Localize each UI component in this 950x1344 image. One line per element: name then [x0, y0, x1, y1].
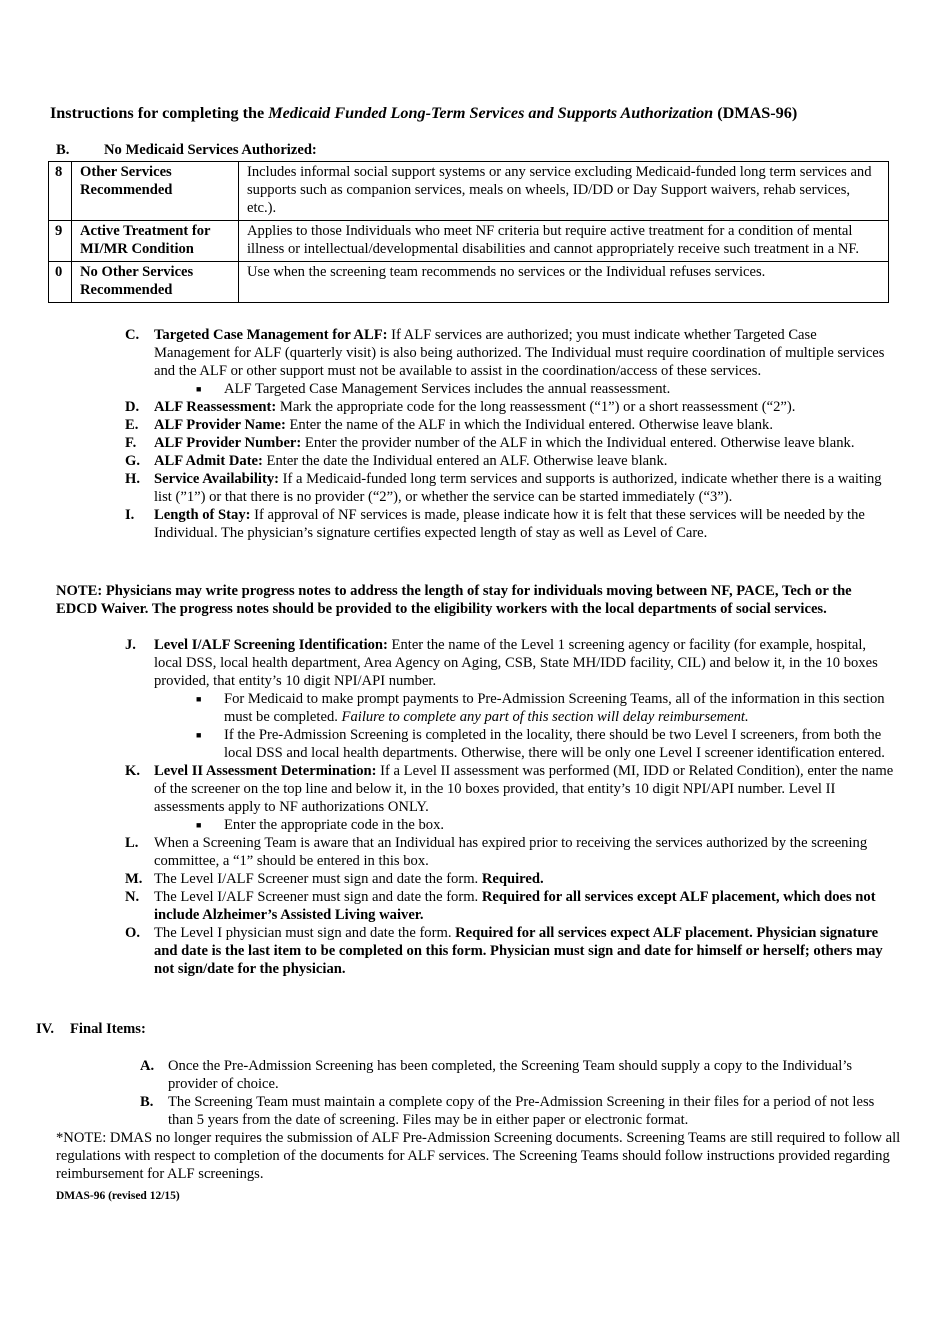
- instructions-j-o: [0, 636, 950, 978]
- bullet-icon: ■: [196, 820, 202, 830]
- form-revision: DMAS-96 (revised 12/15): [56, 1190, 180, 1202]
- list-item: I. Length of Stay: If approval of NF services is made, please indicate how it is felt that these services will be needed by the Individual. The physician’s signature certifies expected length of stay as well as Level of Care.: [125, 507, 865, 541]
- code-cell: 8: [49, 162, 72, 221]
- list-item: D. ALF Reassessment: Mark the appropriate code for the long reassessment (“1”) or a short reassessment (“2”).: [125, 399, 796, 415]
- section-heading: No Medicaid Services Authorized:: [104, 142, 317, 158]
- list-item: L. When a Screening Team is aware that an Individual has expired prior to receiving the services authorized by the screening committee, a “1” should be entered in this box.: [125, 835, 868, 869]
- list-item: ■ For Medicaid to make prompt payments to Pre-Admission Screening Teams, all of the information in this section must be completed. Failure to complete any part of this section will delay reimbursement.: [196, 691, 885, 725]
- list-item: ■ If the Pre-Admission Screening is completed in the locality, there should be two Level I screeners, from both the local DSS and local health departments. Otherwise, there will be only one Level I screener identification entered.: [196, 727, 885, 761]
- list-item: H. Service Availability: If a Medicaid-funded long term services and supports is authorized, indicate whether there is a waiting list (”1”) or that there is no provider (“2”), or whether the service can be started immediately (“3”).: [125, 471, 882, 505]
- label-cell: Active Treatment for MI/MR Condition: [72, 221, 239, 262]
- list-item: F. ALF Provider Number: Enter the provider number of the ALF in which the Individual entered. Otherwise leave blank.: [125, 435, 855, 451]
- table-row: [49, 162, 889, 221]
- page-title: Instructions for completing the Medicaid Funded Long-Term Services and Supports Authorization (DMAS-96): [50, 104, 798, 122]
- code-cell: 0: [49, 262, 72, 303]
- list-item: G. ALF Admit Date: Enter the date the Individual entered an ALF. Otherwise leave blank.: [125, 453, 668, 469]
- label-cell: Other Services Recommended: [72, 162, 239, 221]
- list-item: C. Targeted Case Management for ALF: If ALF services are authorized; you must indicate whether Targeted Case Management for ALF (quarterly visit) is also being authorized. The Individual must require coordination of multiple services and the ALF or other support must not be available to assist in the coordination/access of these services.: [125, 327, 885, 379]
- codes-table: [48, 161, 889, 303]
- table-row: [49, 262, 889, 303]
- list-item: A. Once the Pre-Admission Screening has been completed, the Screening Team should supply a copy to the Individual’s provider of choice.: [140, 1058, 853, 1092]
- section-letter: B.: [56, 142, 70, 158]
- bullet-icon: ■: [196, 384, 202, 394]
- bullet-icon: ■: [196, 694, 202, 704]
- physician-note: NOTE: Physicians may write progress notes to address the length of stay for individuals moving between NF, PACE, Tech or the EDCD Waiver. The progress notes should be provided to the eligibility workers with the local departments of social services.: [56, 583, 852, 617]
- list-item: B. The Screening Team must maintain a complete copy of the Pre-Admission Screening in their files for a period of not less than 5 years from the date of screening. Files may be in either paper or electronic format.: [140, 1094, 875, 1128]
- list-item: ■ ALF Targeted Case Management Services includes the annual reassessment.: [196, 381, 671, 397]
- list-item: ■ Enter the appropriate code in the box.: [196, 817, 445, 833]
- desc-cell: Includes informal social support systems or any service excluding Medicaid-funded long term services and supports such as companion services, meals on wheels, ID/DD or Day Support waivers, rehab services, etc.).: [239, 162, 889, 221]
- label-cell: No Other Services Recommended: [72, 262, 239, 303]
- code-cell: 9: [49, 221, 72, 262]
- list-item: N. The Level I/ALF Screener must sign and date the form. Required for all services except ALF placement, which does not include Alzheimer’s Assisted Living waiver.: [125, 889, 876, 923]
- instructions-c-i: [0, 326, 950, 542]
- table-row: [49, 221, 889, 262]
- bullet-icon: ■: [196, 730, 202, 740]
- list-item: J. Level I/ALF Screening Identification: Enter the name of the Level 1 screening agency or facility (for example, hospital, local DSS, local health department, Area Agency on Aging, CSB, State MH/IDD facility, CIL) and below it, in the 10 boxes provided, that entity’s 10 digit NPI/API number.: [125, 637, 878, 689]
- final-items-list: [0, 1057, 950, 1129]
- list-item: K. Level II Assessment Determination: If a Level II assessment was performed (MI, IDD or Related Condition), enter the name of the screener on the top line and below it, in the 10 boxes provided, that entity’s 10 digit NPI/API number. Level II assessments apply to NF authorizations ONLY.: [125, 763, 894, 815]
- desc-cell: Use when the screening team recommends no services or the Individual refuses services.: [239, 262, 889, 303]
- list-item: O. The Level I physician must sign and date the form. Required for all services expect ALF placement. Physician signature and date is the last item to be completed on this form. Physician must sign and date for himself or herself; others may not sign/date for the physician.: [125, 925, 883, 977]
- desc-cell: Applies to those Individuals who meet NF criteria but require active treatment for a condition of mental illness or intellectual/developmental disabilities and cannot appropriately receive such treatment in a NF.: [239, 221, 889, 262]
- dmas-note: *NOTE: DMAS no longer requires the submission of ALF Pre-Admission Screening documents. Screening Teams are still required to follow all regulations with respect to completion of the documents for ALF services. The Screening Teams should follow instructions provided regarding reimbursement for ALF screenings.: [56, 1130, 901, 1182]
- list-item: M. The Level I/ALF Screener must sign and date the form. Required.: [125, 871, 544, 887]
- list-item: E. ALF Provider Name: Enter the name of the ALF in which the Individual entered. Otherwise leave blank.: [125, 417, 773, 433]
- final-items-heading: IV. Final Items:: [36, 1021, 146, 1037]
